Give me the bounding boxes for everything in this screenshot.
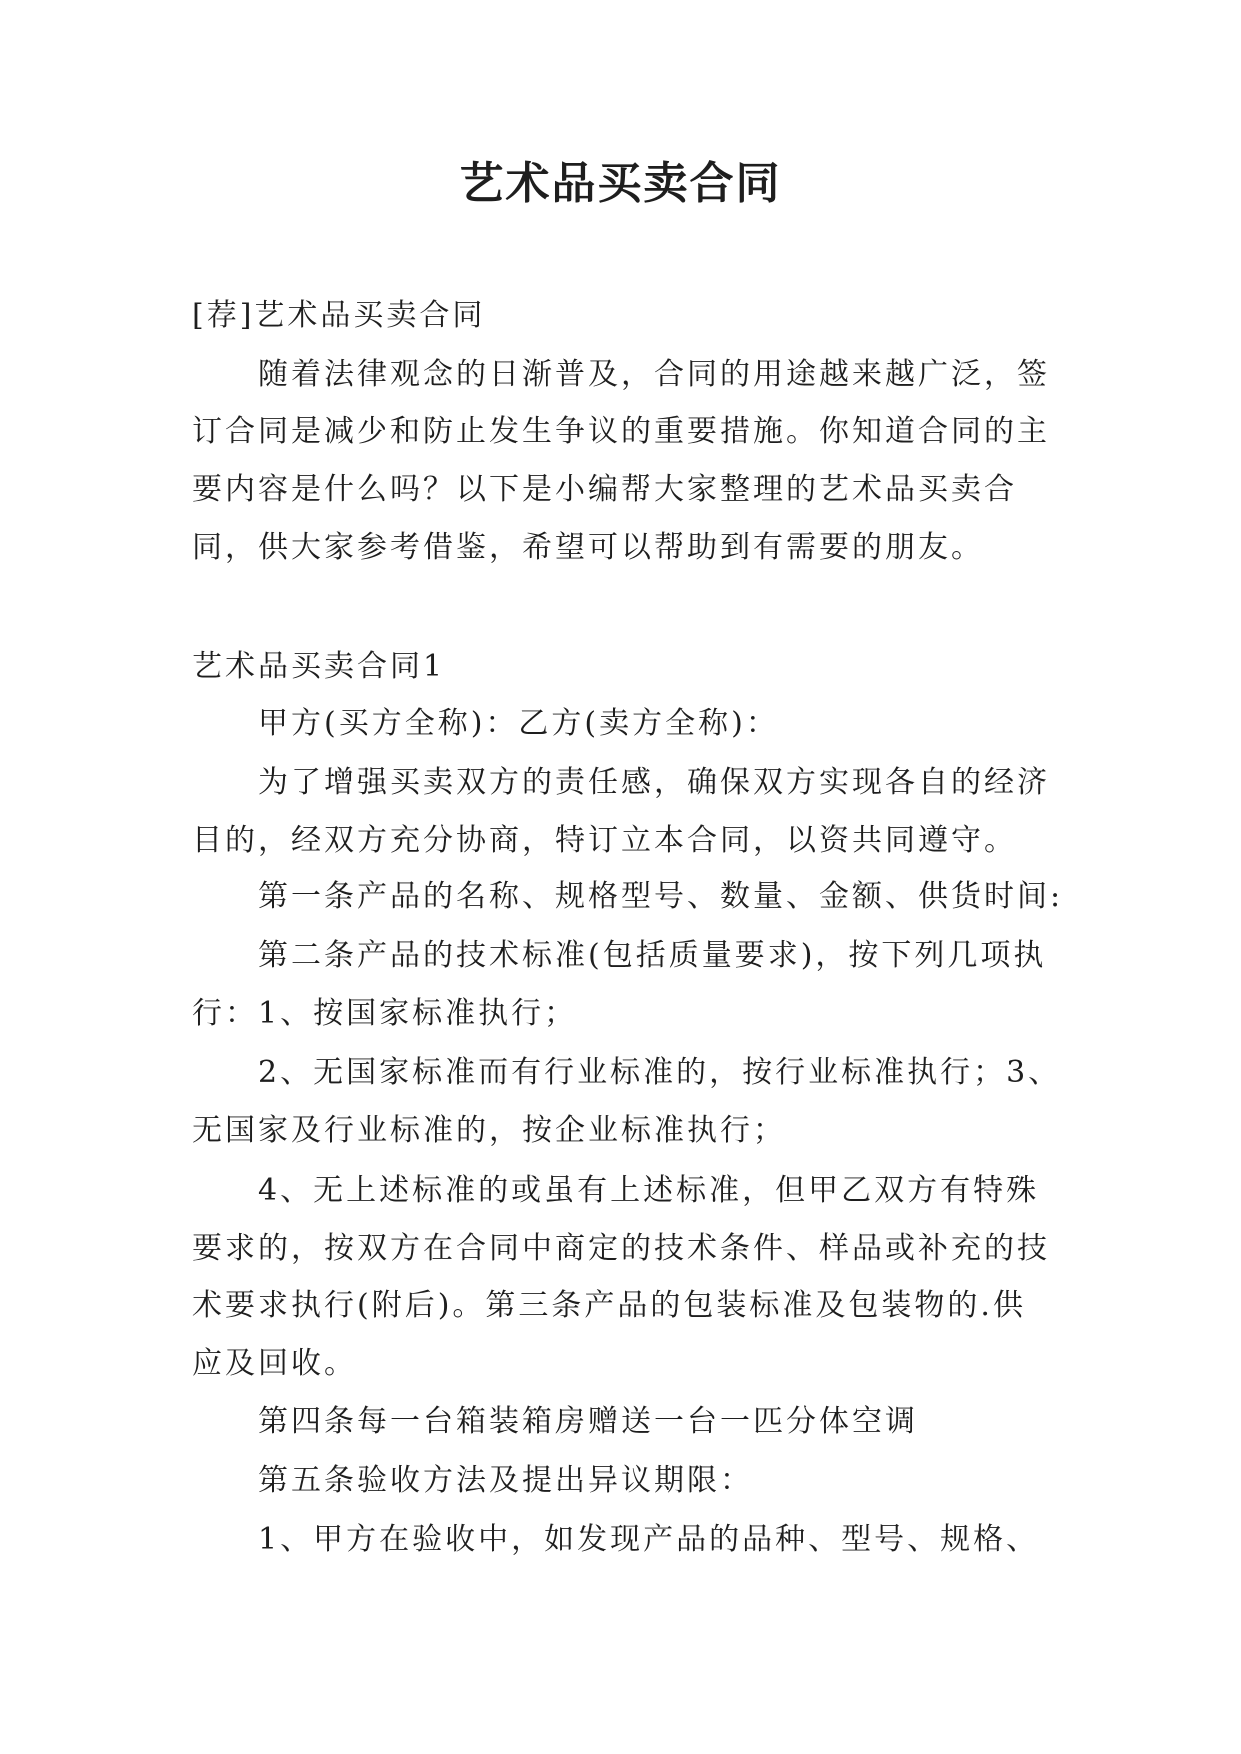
text-line: 要内容是什么吗？以下是小编帮大家整理的艺术品买卖合 <box>192 472 1017 507</box>
text-line: [荐]艺术品买卖合同 <box>192 298 486 333</box>
text-line: 订合同是减少和防止发生争议的重要措施。你知道合同的主 <box>192 414 1050 449</box>
text-line: 4、无上述标准的或虽有上述标准，但甲乙双方有特殊 <box>258 1173 1040 1208</box>
text-line: 第四条每一台箱装箱房赠送一台一匹分体空调 <box>258 1404 918 1439</box>
text-line: 无国家及行业标准的，按企业标准执行； <box>192 1113 786 1148</box>
text-line: 第一条产品的名称、规格型号、数量、金额、供货时间: <box>258 879 1064 914</box>
text-line: 要求的，按双方在合同中商定的技术条件、样品或补充的技 <box>192 1231 1050 1266</box>
text-line: 第二条产品的技术标准(包括质量要求)，按下列几项执 <box>258 938 1047 973</box>
text-line: 2、无国家标准而有行业标准的，按行业标准执行；3、 <box>258 1055 1062 1090</box>
text-line: 目的，经双方充分协商，特订立本合同，以资共同遵守。 <box>192 823 1017 858</box>
text-line: 同，供大家参考借鉴，希望可以帮助到有需要的朋友。 <box>192 530 984 565</box>
text-line: 为了增强买卖双方的责任感，确保双方实现各自的经济 <box>258 765 1050 800</box>
text-line: 第五条验收方法及提出异议期限： <box>258 1463 753 1498</box>
section-heading: 艺术品买卖合同1 <box>192 649 446 684</box>
text-line: 应及回收。 <box>192 1346 357 1381</box>
document-title: 艺术品买卖合同 <box>459 158 782 209</box>
text-line: 甲方(买方全称)：乙方(卖方全称)： <box>258 706 779 741</box>
text-line: 1、甲方在验收中，如发现产品的品种、型号、规格、 <box>258 1522 1040 1557</box>
text-line: 术要求执行(附后)。第三条产品的包装标准及包装物的.供 <box>192 1288 1026 1323</box>
text-line: 随着法律观念的日渐普及，合同的用途越来越广泛，签 <box>258 357 1050 392</box>
text-line: 行：1、按国家标准执行； <box>192 996 578 1031</box>
